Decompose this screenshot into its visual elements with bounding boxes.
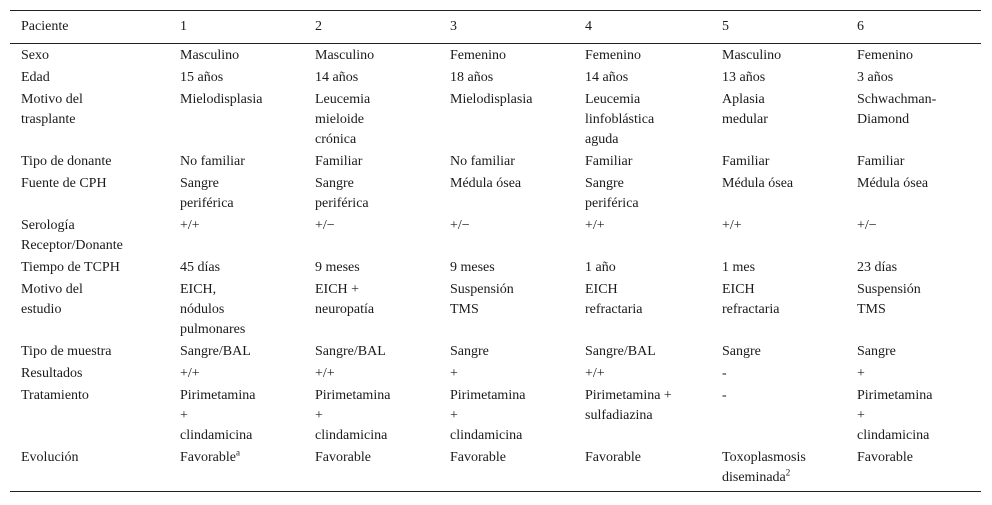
- table-cell: [304, 258, 439, 280]
- table-row: [10, 364, 981, 386]
- table-cell: [439, 174, 574, 216]
- cell-text: Familiar: [857, 154, 905, 169]
- table-cell: [711, 68, 846, 90]
- table-cell: [439, 44, 574, 69]
- cell-text: 15 años: [180, 70, 224, 85]
- table-cell: [439, 364, 574, 386]
- cell-text: 3 años: [857, 70, 894, 85]
- table-cell: [711, 364, 846, 386]
- cell-text: 1 mes: [722, 260, 756, 275]
- table-cell: [846, 68, 981, 90]
- table-cell: [846, 174, 981, 216]
- cell-text: No familiar: [180, 154, 245, 169]
- table-cell: [439, 216, 574, 258]
- table-cell: [846, 448, 981, 492]
- cell-text: 13 años: [722, 70, 766, 85]
- table-cell: [711, 152, 846, 174]
- cell-text: Suspensión TMS: [450, 282, 514, 317]
- row-label: [10, 44, 169, 69]
- cell-text: 14 años: [585, 70, 629, 85]
- table-cell: [574, 386, 711, 448]
- cell-text: Sangre: [722, 344, 761, 359]
- cell-text: +/+: [315, 366, 335, 381]
- cell-text: Sangre periférica: [180, 176, 234, 211]
- table-cell: [711, 258, 846, 280]
- table-row: [10, 342, 981, 364]
- table-cell: [846, 152, 981, 174]
- table-cell: [846, 364, 981, 386]
- cell-text: Masculino: [180, 48, 240, 63]
- cell-text: Pirimetamina + clindamicina: [180, 388, 256, 443]
- table-cell: [169, 386, 304, 448]
- table-row: [10, 386, 981, 448]
- table-cell: [574, 258, 711, 280]
- cell-text: Leucemia mieloide crónica: [315, 92, 371, 147]
- cell-text: Sangre: [857, 344, 896, 359]
- table-cell: [711, 44, 846, 69]
- cell-text: Sangre: [450, 344, 489, 359]
- table-row: [10, 216, 981, 258]
- cell-text: 9 meses: [315, 260, 360, 275]
- cell-text: -: [722, 388, 727, 403]
- table-cell: [439, 280, 574, 342]
- table-cell: [846, 44, 981, 69]
- cell-text: 18 años: [450, 70, 494, 85]
- table-cell: [304, 44, 439, 69]
- table-cell: [439, 342, 574, 364]
- footnote-mark: 2: [785, 467, 791, 478]
- table-row: [10, 152, 981, 174]
- table-row: [10, 448, 981, 492]
- row-label-text: Motivo del estudio: [21, 282, 83, 317]
- row-label-text: Tratamiento: [21, 388, 89, 403]
- footnote-mark: a: [235, 447, 240, 458]
- cell-text: 23 días: [857, 260, 898, 275]
- cell-text: Favorable: [450, 450, 506, 465]
- table-cell: [439, 152, 574, 174]
- cell-text: Familiar: [585, 154, 633, 169]
- cell-text: +/−: [315, 218, 335, 233]
- cell-text: Médula ósea: [857, 176, 929, 191]
- table-cell: [574, 280, 711, 342]
- cell-text: Familiar: [315, 154, 363, 169]
- cell-text: Mielodisplasia: [450, 92, 533, 107]
- table-cell: [304, 386, 439, 448]
- table-cell: [711, 386, 846, 448]
- table-cell: [169, 258, 304, 280]
- cell-text: 1 año: [585, 260, 616, 275]
- cell-text: EICH refractaria: [722, 282, 780, 317]
- table-cell: [574, 364, 711, 386]
- header-cell-3: 3: [439, 11, 574, 44]
- cell-text: +: [857, 366, 865, 381]
- table-cell: [304, 448, 439, 492]
- table-cell: [846, 386, 981, 448]
- cell-text: Mielodisplasia: [180, 92, 263, 107]
- table-cell: [711, 342, 846, 364]
- cell-text: Sangre periférica: [315, 176, 369, 211]
- cell-text: Favorable: [180, 450, 236, 465]
- row-label: [10, 152, 169, 174]
- cell-text: +/−: [857, 218, 877, 233]
- table-cell: [304, 152, 439, 174]
- table-cell: [574, 342, 711, 364]
- patient-table-container: [10, 10, 981, 492]
- table-cell: [304, 216, 439, 258]
- cell-text: EICH refractaria: [585, 282, 643, 317]
- table-row: [10, 280, 981, 342]
- table-cell: [846, 90, 981, 152]
- table-cell: [439, 258, 574, 280]
- table-cell: [439, 386, 574, 448]
- cell-text: 45 días: [180, 260, 221, 275]
- cell-text: +: [450, 366, 458, 381]
- cell-text: Femenino: [450, 48, 506, 63]
- table-cell: [846, 216, 981, 258]
- table-cell: [711, 90, 846, 152]
- table-row: [10, 258, 981, 280]
- table-cell: [574, 448, 711, 492]
- table-cell: [169, 68, 304, 90]
- cell-text: Masculino: [315, 48, 375, 63]
- cell-text: Médula ósea: [722, 176, 794, 191]
- cell-text: Médula ósea: [450, 176, 522, 191]
- table-cell: [711, 174, 846, 216]
- cell-text: 9 meses: [450, 260, 495, 275]
- table-cell: [304, 280, 439, 342]
- header-cell-2: 2: [304, 11, 439, 44]
- table-row: [10, 44, 981, 69]
- row-label-text: Fuente de CPH: [21, 176, 107, 191]
- cell-text: Favorable: [857, 450, 913, 465]
- header-cell-6: 6: [846, 11, 981, 44]
- header-cell-paciente: Paciente: [10, 11, 169, 44]
- row-label: [10, 90, 169, 152]
- header-cell-5: 5: [711, 11, 846, 44]
- table-cell: [711, 280, 846, 342]
- table-row: [10, 174, 981, 216]
- table-cell: [169, 280, 304, 342]
- table-row: [10, 90, 981, 152]
- row-label-text: Tipo de donante: [21, 154, 112, 169]
- table-cell: [169, 364, 304, 386]
- table-cell: [304, 68, 439, 90]
- table-cell: [439, 68, 574, 90]
- row-label: [10, 280, 169, 342]
- cell-text: +/+: [180, 218, 200, 233]
- row-label: [10, 216, 169, 258]
- row-label-text: Tipo de muestra: [21, 344, 112, 359]
- row-label-text: Motivo del trasplante: [21, 92, 83, 127]
- table-cell: [169, 448, 304, 492]
- table-cell: [574, 68, 711, 90]
- cell-text: Pirimetamina + clindamicina: [450, 388, 526, 443]
- table-cell: [439, 90, 574, 152]
- table-cell: [574, 152, 711, 174]
- table-cell: [846, 342, 981, 364]
- cell-text: EICH, nódulos pulmonares: [180, 282, 246, 337]
- cell-text: No familiar: [450, 154, 515, 169]
- cell-text: EICH + neuropatía: [315, 282, 375, 317]
- header-cell-1: 1: [169, 11, 304, 44]
- row-label: [10, 68, 169, 90]
- cell-text: -: [722, 366, 727, 381]
- row-label-text: Edad: [21, 70, 50, 85]
- table-row: [10, 68, 981, 90]
- cell-text: Leucemia linfoblástica aguda: [585, 92, 655, 147]
- table-cell: [169, 44, 304, 69]
- cell-text: Suspensión TMS: [857, 282, 921, 317]
- table-cell: [846, 280, 981, 342]
- table-cell: [439, 448, 574, 492]
- row-label-text: Tiempo de TCPH: [21, 260, 120, 275]
- table-cell: [169, 174, 304, 216]
- table-cell: [169, 90, 304, 152]
- table-cell: [304, 174, 439, 216]
- table-cell: [574, 216, 711, 258]
- row-label-text: Sexo: [21, 48, 49, 63]
- table-cell: [304, 90, 439, 152]
- cell-text: +/+: [585, 218, 605, 233]
- cell-text: Femenino: [585, 48, 641, 63]
- cell-text: Pirimetamina + clindamicina: [315, 388, 391, 443]
- table-cell: [711, 216, 846, 258]
- row-label: [10, 386, 169, 448]
- header-row: [10, 11, 981, 44]
- table-cell: [169, 216, 304, 258]
- cell-text: Pirimetamina + sulfadiazina: [585, 388, 672, 423]
- cell-text: Sangre periférica: [585, 176, 639, 211]
- cell-text: 14 años: [315, 70, 359, 85]
- table-cell: [574, 174, 711, 216]
- cell-text: +/+: [585, 366, 605, 381]
- cell-text: Toxoplasmosis diseminada: [722, 450, 806, 485]
- cell-text: Sangre/BAL: [180, 344, 251, 359]
- row-label: [10, 342, 169, 364]
- row-label-text: Evolución: [21, 450, 79, 465]
- cell-text: Aplasia medular: [722, 92, 768, 127]
- table-cell: [574, 44, 711, 69]
- table-cell: [574, 90, 711, 152]
- cell-text: Femenino: [857, 48, 913, 63]
- row-label: [10, 258, 169, 280]
- row-label: [10, 364, 169, 386]
- row-label-text: Serología Receptor/Donante: [21, 218, 123, 253]
- table-cell: [169, 152, 304, 174]
- table-cell: [846, 258, 981, 280]
- cell-text: Pirimetamina + clindamicina: [857, 388, 933, 443]
- cell-text: Favorable: [585, 450, 641, 465]
- cell-text: Familiar: [722, 154, 770, 169]
- cell-text: +/+: [722, 218, 742, 233]
- table-cell: [711, 448, 846, 492]
- cell-text: +/+: [180, 366, 200, 381]
- patient-table: [10, 10, 981, 492]
- row-label: [10, 448, 169, 492]
- table-cell: [169, 342, 304, 364]
- table-cell: [304, 364, 439, 386]
- cell-text: +/−: [450, 218, 470, 233]
- cell-text: Favorable: [315, 450, 371, 465]
- cell-text: Sangre/BAL: [315, 344, 386, 359]
- cell-text: Sangre/BAL: [585, 344, 656, 359]
- cell-text: Masculino: [722, 48, 782, 63]
- header-cell-4: 4: [574, 11, 711, 44]
- row-label-text: Resultados: [21, 366, 83, 381]
- table-cell: [304, 342, 439, 364]
- row-label: [10, 174, 169, 216]
- cell-text: Schwachman- Diamond: [857, 92, 937, 127]
